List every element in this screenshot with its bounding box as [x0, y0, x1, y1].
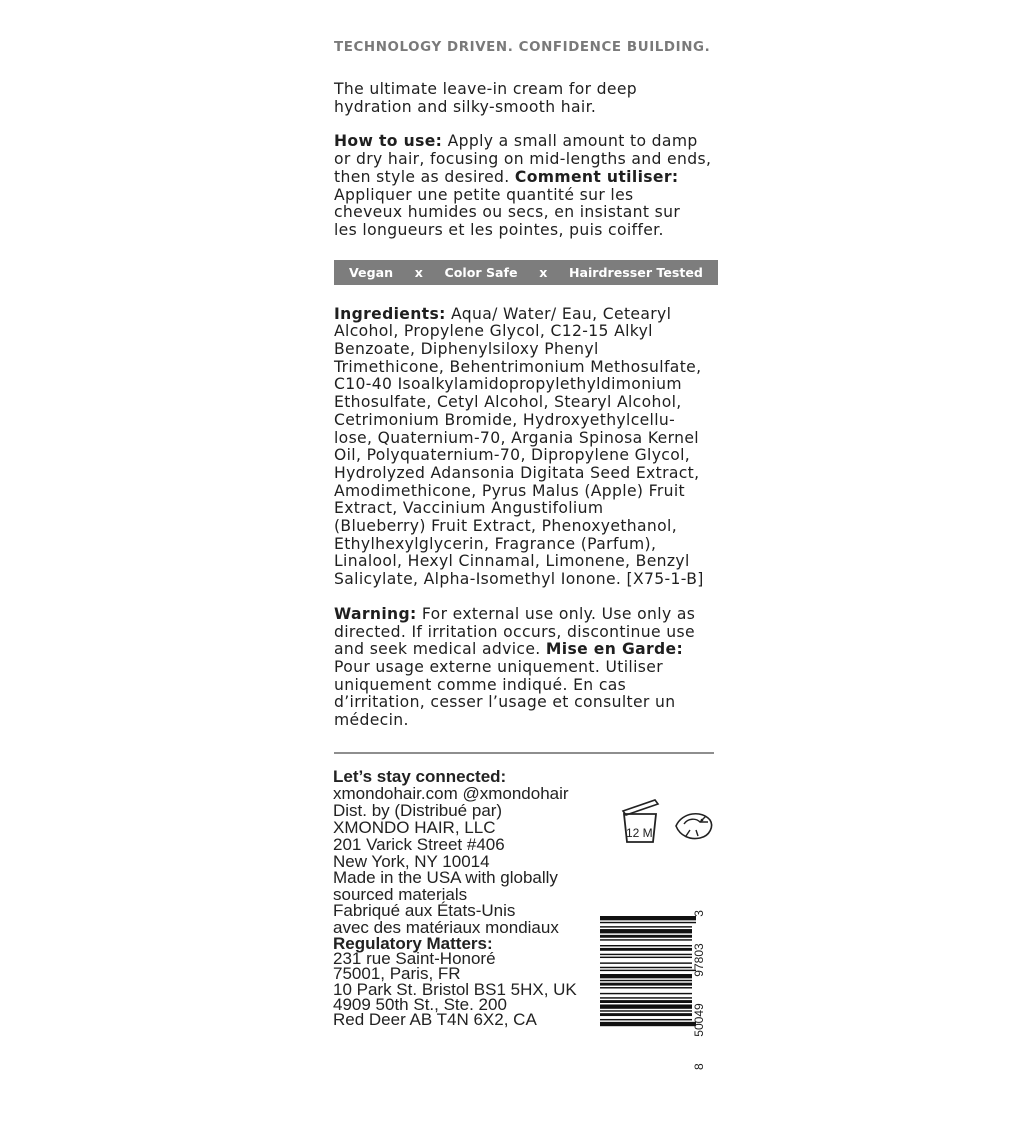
how-to-text: then style as desired.	[334, 167, 510, 186]
regulatory-section	[333, 934, 603, 1030]
barcode-bar	[600, 954, 692, 955]
distributor-line: 201 Varick Street #406	[333, 835, 505, 854]
ingredients-section	[334, 306, 718, 589]
how-to-fr-text: les longueurs et les pointes, puis coiffer.	[334, 220, 664, 239]
intro-line: The ultimate leave-in cream for deep	[334, 80, 638, 98]
barcode-bar	[600, 957, 692, 958]
ingredients-text: Ethosulfate, Cetyl Alcohol, Stearyl Alcohol,	[334, 393, 682, 412]
barcode-bar	[600, 983, 692, 986]
leaping-bunny-icon	[672, 806, 716, 844]
how-to-text: Apply a small amount to damp	[447, 132, 698, 151]
barcode-bar	[600, 916, 696, 920]
intro-line: hydration and silky-smooth hair.	[334, 97, 597, 116]
ingredients-label: Ingredients:	[334, 304, 446, 323]
barcode-digit-group: 3	[692, 910, 706, 917]
barcode-bar	[600, 1004, 692, 1008]
intro-text	[334, 81, 718, 116]
ingredients-text: Extract, Vaccinium Angustifolium	[334, 499, 604, 518]
barcode-bar	[600, 967, 692, 968]
ingredients-text: Cetrimonium Bromide, Hydroxyethylcellu-	[334, 410, 676, 429]
warning-fr-text: Pour usage externe uniquement. Utiliser	[334, 657, 663, 676]
regulatory-line: 10 Park St. Bristol BS1 5HX, UK	[333, 979, 577, 999]
distributor-line: XMONDO HAIR, LLC	[333, 818, 496, 837]
section-divider	[334, 752, 714, 754]
warning-fr-text: médecin.	[334, 711, 409, 730]
ingredients-text: Aqua/ Water/ Eau, Cetearyl	[451, 304, 672, 323]
barcode-bar	[600, 987, 692, 988]
ingredients-text: Hydrolyzed Adansonia Digitata Seed Extract,	[334, 463, 700, 482]
made-in-line: Fabriqué aux États-Unis	[333, 901, 516, 920]
ingredients-text: Oil, Polyquaternium-70, Dipropylene Glycol,	[334, 446, 691, 465]
badge-hairdresser-tested: Hairdresser Tested	[568, 264, 703, 280]
barcode-bar	[600, 929, 692, 933]
ingredients-text: Trimethicone, Behentrimonium Methosulfate,	[334, 357, 702, 376]
barcode-bar	[600, 993, 692, 994]
warning-label: Warning:	[334, 604, 417, 623]
ingredients-text: C10-40 Isoalkylamidopropylethyldimonium	[334, 375, 682, 394]
barcode-bar	[600, 1019, 692, 1020]
regulatory-line: Red Deer AB T4N 6X2, CA	[333, 1010, 537, 1030]
ingredients-text: lose, Quaternium-70, Argania Spinosa Kernel	[334, 428, 699, 447]
feature-badges-bar	[334, 260, 718, 285]
badge-separator: x	[414, 264, 423, 280]
ingredients-text: Benzoate, Diphenylsiloxy Phenyl	[334, 340, 599, 359]
ingredients-text: Linalool, Hexyl Cinnamal, Limonene, Benzyl	[334, 552, 690, 571]
barcode-bar	[600, 962, 692, 963]
how-to-fr-text: Appliquer une petite quantité sur les	[334, 185, 634, 204]
badge-separator: x	[539, 264, 548, 280]
barcode-bar	[600, 974, 692, 978]
how-to-use-section	[334, 133, 718, 239]
connected-section	[333, 768, 603, 802]
tagline: TECHNOLOGY DRIVEN. CONFIDENCE BUILDING.	[334, 40, 711, 55]
mise-en-garde-label: Mise en Garde:	[545, 640, 684, 659]
ingredients-text: Ethylhexylglycerin, Fragrance (Parfum),	[334, 534, 657, 553]
ingredients-text: Amodimethicone, Pyrus Malus (Apple) Fruit	[334, 481, 686, 500]
how-to-label: How to use:	[334, 132, 443, 151]
made-in-line: avec des matériaux mondiaux	[333, 917, 559, 937]
regulatory-line: 75001, Paris, FR	[333, 964, 461, 984]
period-after-opening-label: 12 M	[626, 826, 653, 840]
ingredients-text: (Blueberry) Fruit Extract, Phenoxyethanol,	[334, 517, 678, 536]
warning-text: directed. If irritation occurs, discontinue use	[334, 622, 695, 641]
regulatory-line: 231 rue Saint-Honoré	[333, 949, 496, 969]
barcode-bar	[600, 922, 696, 923]
connected-heading: Let’s stay connected:	[333, 767, 507, 786]
badge-vegan: Vegan	[349, 264, 394, 280]
warning-fr-text: d’irritation, cesser l’usage et consulter un	[334, 693, 676, 712]
warning-text: and seek medical advice.	[334, 640, 541, 659]
contact-and-legal	[333, 767, 603, 1030]
barcode-bar	[600, 945, 692, 946]
warning-text: For external use only. Use only as	[421, 604, 696, 623]
distributor-line: Dist. by (Distribué par)	[333, 801, 503, 820]
barcode-bar	[600, 997, 692, 998]
barcode-bar	[600, 1010, 692, 1011]
barcode-bar	[600, 1013, 692, 1016]
comment-utiliser-label: Comment utiliser:	[514, 167, 679, 186]
ingredients-text: Salicylate, Alpha-Isomethyl Ionone. [X75-1-B]	[334, 570, 704, 589]
ingredients-text: Alcohol, Propylene Glycol, C12-15 Alkyl	[334, 322, 653, 341]
warning-section	[334, 606, 718, 730]
barcode-digit-group: 50049	[692, 1003, 706, 1037]
how-to-fr-text: cheveux humides ou secs, en insistant sur	[334, 203, 681, 222]
made-in-line: Made in the USA with globally	[333, 868, 558, 887]
distributor-line: New York, NY 10014	[333, 852, 490, 871]
barcode-bar	[600, 1000, 692, 1003]
certification-icons	[620, 798, 720, 848]
made-in-line: sourced materials	[333, 884, 468, 904]
made-in-section	[333, 870, 603, 936]
regulatory-line: 4909 50th St., Ste. 200	[333, 994, 507, 1014]
distributor-section	[333, 802, 603, 870]
regulatory-heading: Regulatory Matters:	[333, 934, 493, 953]
barcode-bar	[600, 1022, 696, 1026]
badge-color-safe: Color Safe	[444, 264, 518, 280]
social-handles: xmondohair.com @xmondohair	[333, 784, 569, 803]
how-to-text: or dry hair, focusing on mid-lengths and ends,	[334, 150, 712, 169]
barcode-bar	[600, 935, 692, 938]
barcode-bar	[600, 980, 692, 981]
barcode-bar	[600, 948, 692, 951]
warning-fr-text: uniquement comme indiqué. En cas	[334, 675, 627, 694]
barcode-digit-group: 8	[692, 1063, 706, 1070]
barcode-bar	[600, 926, 692, 927]
barcode-bar	[600, 939, 692, 940]
barcode-digits	[692, 910, 706, 1070]
barcode-digit-group: 97803	[692, 943, 706, 977]
product-label-panel	[334, 40, 718, 754]
barcode-bar	[600, 970, 696, 971]
